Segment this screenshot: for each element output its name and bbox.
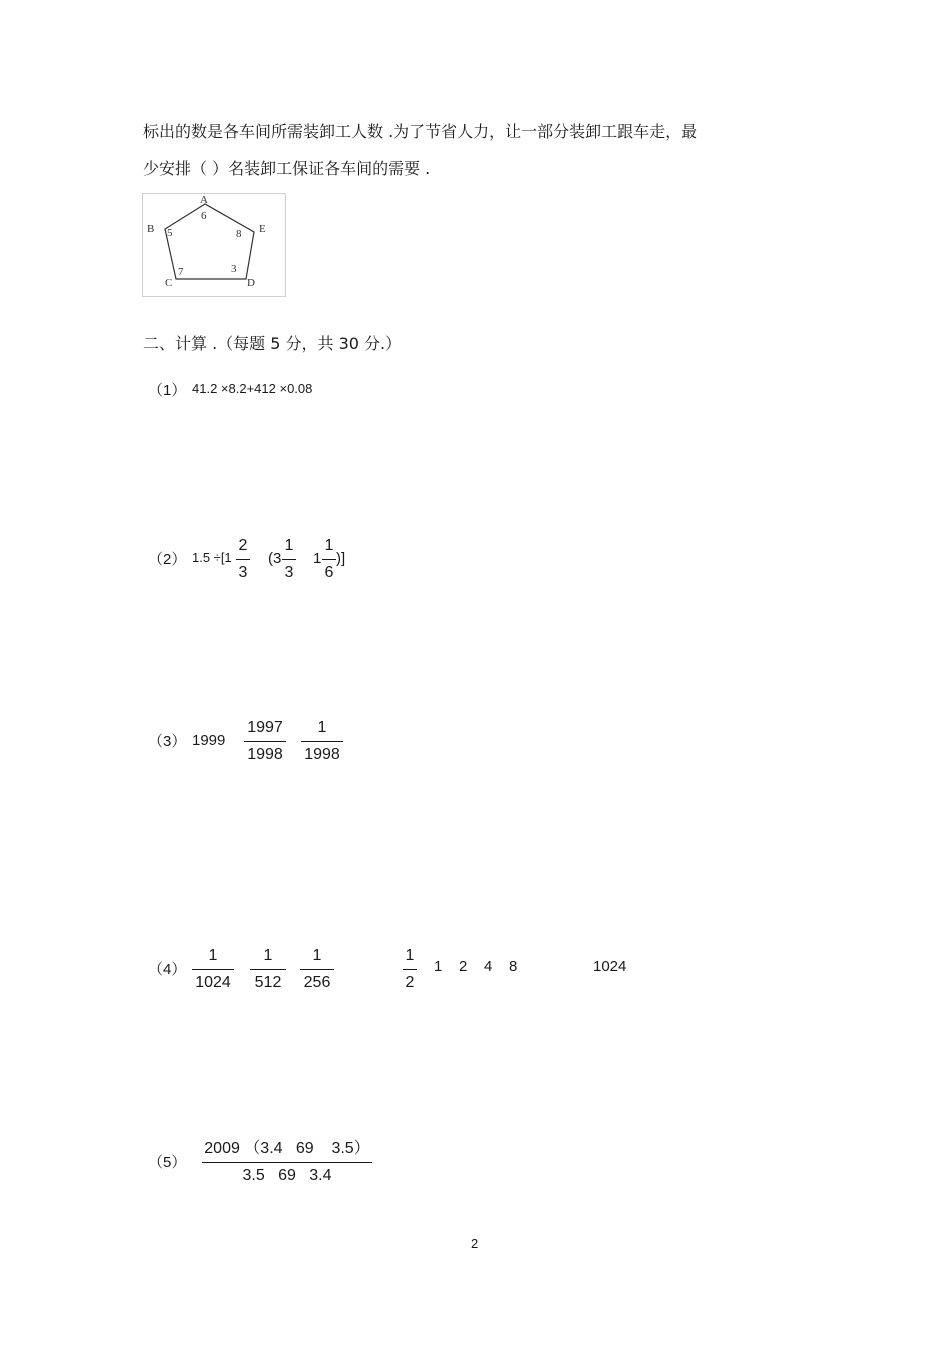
value-b: 5 <box>167 227 173 239</box>
fraction-denominator: 1998 <box>247 746 283 763</box>
fraction-denominator: 512 <box>254 974 282 991</box>
problem-2-suffix: )] <box>336 550 346 567</box>
fraction-numerator: 1 <box>324 537 334 554</box>
fraction-bar <box>282 559 296 560</box>
pentagon-figure <box>142 193 286 297</box>
page-number: 2 <box>471 1236 479 1251</box>
problem-5-label: （5） <box>148 1154 187 1171</box>
fraction-numerator: 1 <box>284 537 294 554</box>
fraction-denominator: 3 <box>238 564 248 581</box>
fraction-denominator: 1998 <box>304 746 340 763</box>
value-d: 3 <box>231 263 237 275</box>
fraction-denominator: 2 <box>405 974 415 991</box>
vertex-a: A <box>200 194 208 206</box>
fraction-denominator: 256 <box>303 974 331 991</box>
value-c: 7 <box>178 266 184 278</box>
vertex-e: E <box>259 223 266 235</box>
fraction-numerator: 1 <box>208 947 218 964</box>
value-e: 8 <box>236 228 242 240</box>
problem-4-sequence: 1 2 4 8 <box>434 958 518 975</box>
fraction-bar <box>322 559 336 560</box>
fraction-bar <box>403 969 417 970</box>
value-a: 6 <box>201 210 207 222</box>
problem-4-fraction-3 <box>300 946 334 993</box>
intro-line-1: 标出的数是各车间所需装卸工人数 .为了节省人力，让一部分装卸工跟车走，最 <box>143 122 698 141</box>
problem-2-fraction-1 <box>236 536 250 583</box>
fraction-bar <box>301 741 343 742</box>
vertex-b: B <box>147 223 155 235</box>
problem-2-fraction-2 <box>282 536 296 583</box>
fraction-denominator: 3 <box>284 564 294 581</box>
problem-3-fraction-2 <box>301 718 343 765</box>
fraction-bar <box>236 559 250 560</box>
section-heading: 二、计算 .（每题 5 分，共 30 分.） <box>143 334 402 353</box>
problem-2-prefix: 1.5 ÷[1 <box>192 550 232 565</box>
problem-4-fraction-1 <box>192 946 234 993</box>
fraction-bar <box>192 969 234 970</box>
fraction-numerator: 1 <box>263 947 273 964</box>
problem-4-fraction-4 <box>403 946 417 993</box>
problem-3-label: （3） <box>148 733 187 750</box>
pentagon-diagram <box>143 194 285 296</box>
fraction-bar <box>244 741 286 742</box>
vertex-d: D <box>247 277 255 289</box>
fraction-numerator: 1 <box>317 719 327 736</box>
fraction-numerator: 1 <box>312 947 322 964</box>
problem-1-label: （1） <box>148 382 187 399</box>
fraction-denominator: 1024 <box>195 974 231 991</box>
problem-5-fraction <box>202 1139 372 1186</box>
problem-3-fraction-1 <box>244 718 286 765</box>
fraction-bar <box>202 1162 372 1163</box>
fraction-denominator: 6 <box>324 564 334 581</box>
problem-4-last: 1024 <box>593 958 627 975</box>
problem-2-label: （2） <box>148 551 187 568</box>
vertex-c: C <box>165 277 173 289</box>
problem-4-label: （4） <box>148 961 187 978</box>
problem-2-mid: (3 <box>268 550 282 567</box>
intro-line-2: 少安排（ ）名装卸工保证各车间的需要 . <box>143 159 431 178</box>
problem-2-mid2: 1 <box>313 550 322 567</box>
problem-3-whole: 1999 <box>192 732 226 749</box>
fraction-numerator: 2009 （3.4 69 3.5） <box>204 1140 370 1157</box>
fraction-numerator: 1 <box>405 947 415 964</box>
fraction-bar <box>250 969 286 970</box>
problem-1-expression: 41.2 ×8.2+412 ×0.08 <box>192 381 313 396</box>
fraction-bar <box>300 969 334 970</box>
problem-4-fraction-2 <box>250 946 286 993</box>
fraction-denominator: 3.5 69 3.4 <box>242 1167 332 1184</box>
fraction-numerator: 2 <box>238 537 248 554</box>
problem-2-fraction-3 <box>322 536 336 583</box>
fraction-numerator: 1997 <box>247 719 283 736</box>
